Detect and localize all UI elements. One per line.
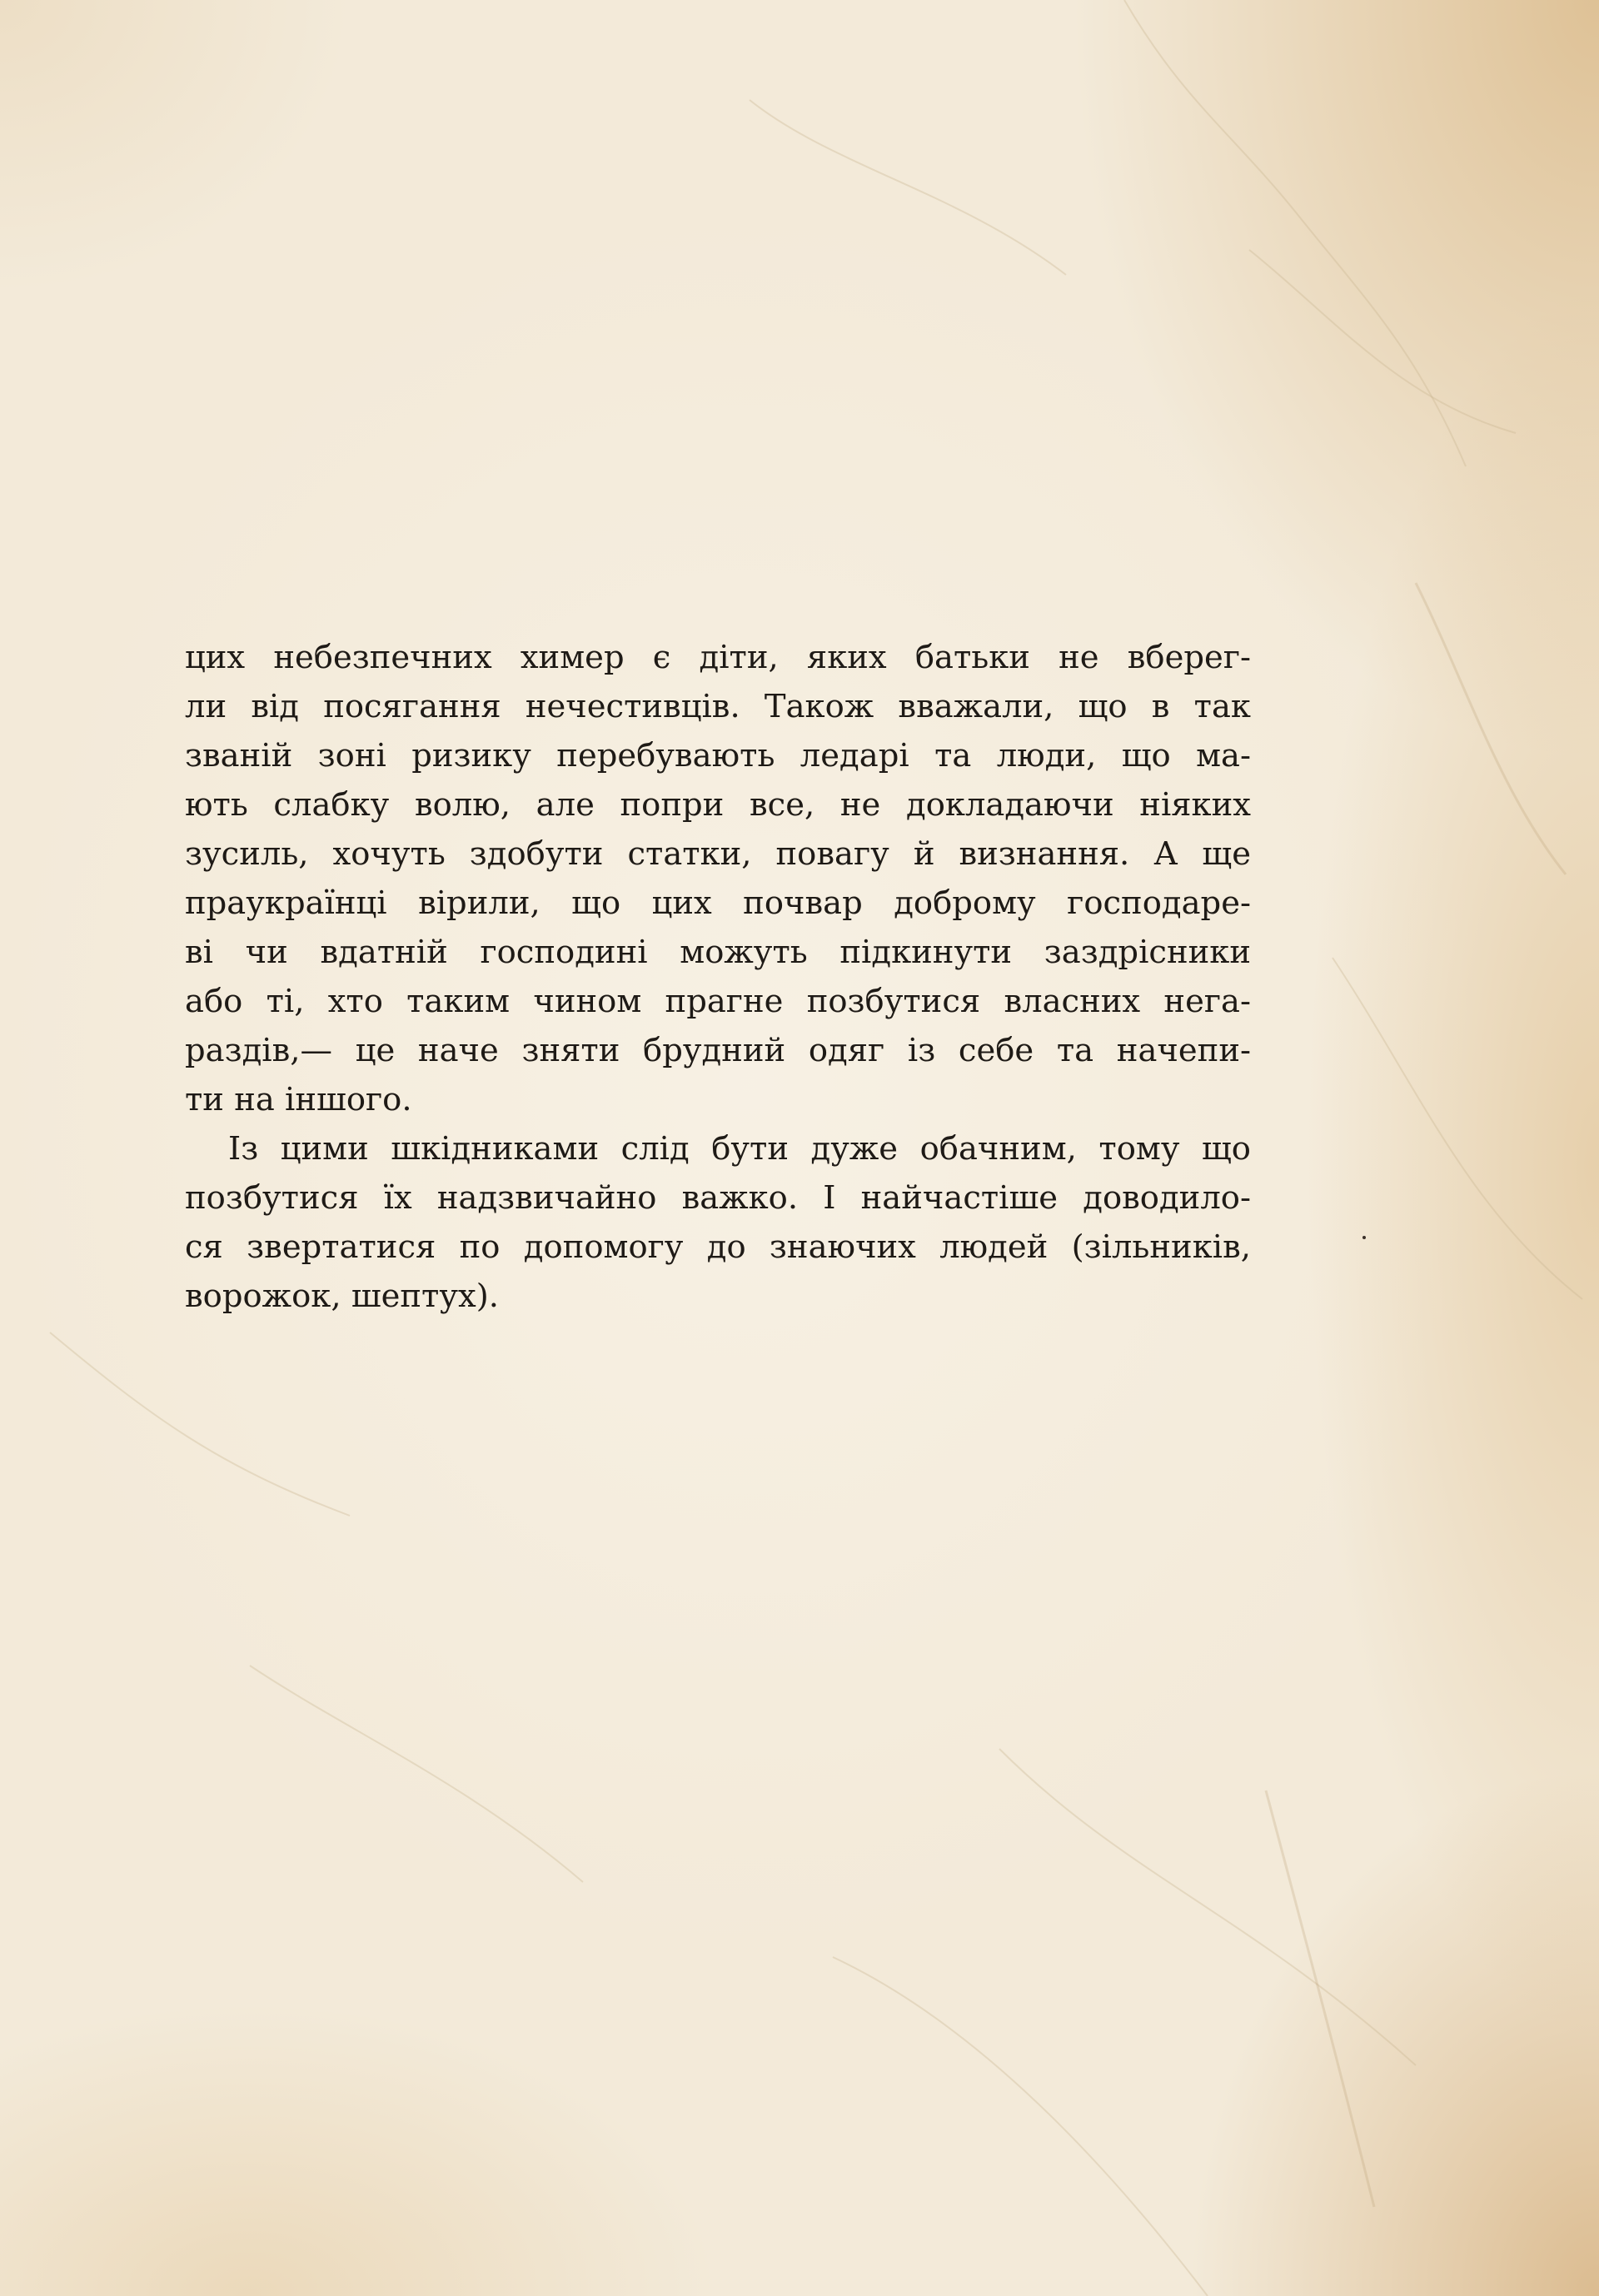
text-line: Із цими шкідниками слід бути дуже обачним, тому що <box>228 1130 1251 1168</box>
text-line: ворожок, шептух). <box>185 1277 499 1315</box>
text-line: ли від посягання нечестивців. Також вважали, що в так <box>185 688 1251 725</box>
text-line: ся звертатися по допомогу до знаючих людей (зільників, <box>185 1228 1251 1266</box>
text-line: раздів,— це наче зняти брудний одяг із себе та начепи- <box>185 1032 1251 1069</box>
text-line: званій зоні ризику перебувають ледарі та люди, що ма- <box>185 737 1251 774</box>
text-line: ти на іншого. <box>185 1081 412 1118</box>
text-line: ві чи вдатній господині можуть підкинути заздрісники <box>185 934 1251 971</box>
paragraph-2 <box>185 1124 1251 1321</box>
text-line: праукраїнці вірили, що цих почвар доброму господаре- <box>185 884 1251 922</box>
page-body-text <box>185 633 1251 1321</box>
ink-speck <box>1362 1236 1366 1239</box>
text-line: позбутися їх надзвичайно важко. І найчастіше доводило- <box>185 1179 1251 1217</box>
text-line: зусиль, хочуть здобути статки, повагу й визнання. А ще <box>185 835 1251 873</box>
text-line: цих небезпечних химер є діти, яких батьки не вберег- <box>185 639 1251 676</box>
paragraph-1 <box>185 633 1251 1124</box>
text-line: або ті, хто таким чином прагне позбутися власних нега- <box>185 983 1251 1020</box>
text-line: ють слабку волю, але попри все, не докладаючи ніяких <box>185 786 1251 824</box>
